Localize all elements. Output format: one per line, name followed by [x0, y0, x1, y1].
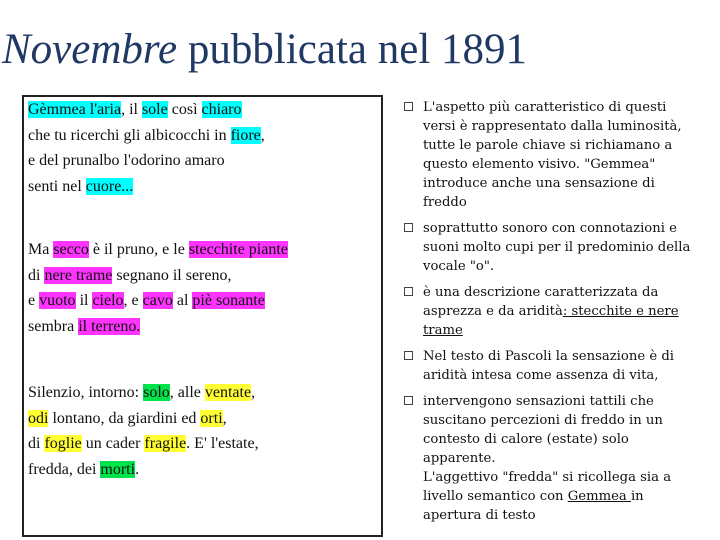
note-line: suscitano percezioni di freddo in un [423, 413, 663, 428]
poem-text: lontano, da giardini ed [48, 409, 201, 427]
note-line: apparente. [423, 451, 496, 466]
poem-line [28, 237, 288, 263]
poem-text: al [172, 292, 193, 309]
note-line: versi è rappresentato dalla luminosità, [423, 119, 682, 134]
poem-text: e [28, 292, 40, 309]
poem-text: , il [121, 101, 142, 118]
highlight-magenta: nere trame [44, 266, 113, 284]
highlight-magenta: stecchite piante [188, 241, 288, 258]
highlight-cyan: cuore... [85, 177, 134, 195]
poem-text: sembra [28, 317, 79, 335]
note-line: Nel testo di Pascoli la sensazione è di [423, 349, 674, 364]
note-line: soprattutto sonoro con connotazioni e [423, 221, 677, 236]
poem-text: fredda, dei [28, 460, 101, 478]
highlight-magenta: cavo [142, 292, 173, 309]
poem-text: , alle [169, 384, 205, 401]
notes-list [404, 98, 704, 525]
note-line [423, 487, 704, 506]
note-item [404, 219, 704, 276]
note-line: questo elemento visivo. "Gemmea" [423, 157, 656, 172]
poem-text: il [75, 292, 93, 309]
highlight-magenta: secco [53, 241, 89, 258]
page-title [2, 28, 527, 71]
note-item [404, 98, 704, 212]
stanza-2 [28, 237, 288, 339]
highlight-green: morti [100, 460, 136, 478]
poem-line: e del prunalbo l'odorino amaro [28, 152, 225, 169]
stanza-1 [28, 97, 265, 199]
note-line: aridità intesa come assenza di vita, [423, 368, 659, 383]
poem-line [28, 263, 288, 289]
highlight-cyan: Gèmmea l'aria [28, 101, 122, 118]
poem-text: Silenzio, intorno: [28, 384, 144, 401]
poem-text: , [260, 126, 265, 144]
poem-text: , [251, 384, 256, 401]
poem-text: un cader [81, 435, 145, 452]
poem-line [28, 380, 259, 406]
poem-text: di [28, 435, 45, 452]
checkbox-bullet-icon [404, 102, 413, 111]
note-item [404, 392, 704, 525]
poem-line [28, 123, 265, 149]
note-underlined: Gemmea [567, 489, 631, 504]
poem-line [28, 431, 259, 457]
highlight-magenta: vuoto [39, 292, 76, 309]
poem-box [22, 95, 383, 537]
poem-text: , e [123, 292, 143, 309]
poem-text: è il pruno, e le [88, 241, 189, 258]
highlight-yellow: fragile [144, 435, 187, 452]
note-line: intervengono sensazioni tattili che [423, 394, 654, 409]
poem-text: senti nel [28, 177, 86, 195]
note-text: in [630, 489, 644, 504]
poem-line [28, 314, 288, 340]
note-line: introduce anche una sensazione di [423, 176, 655, 191]
poem-text: Ma [28, 241, 54, 258]
stanza-3 [28, 380, 259, 482]
highlight-yellow: ventate [204, 384, 252, 401]
highlight-cyan: fiore [230, 126, 261, 144]
poem-line [28, 406, 259, 432]
note-item [404, 283, 704, 340]
note-line: contesto di calore (estate) solo [423, 432, 629, 447]
highlight-magenta: il terreno. [78, 317, 141, 335]
poem-text: , [222, 409, 227, 427]
highlight-magenta: piè sonante [192, 292, 265, 309]
note-text: livello semantico con [423, 489, 568, 504]
title-italic: Novembre [2, 26, 178, 73]
poem-line [28, 174, 265, 200]
poem-line [28, 457, 259, 483]
checkbox-bullet-icon [404, 351, 413, 360]
highlight-yellow: odi [28, 409, 49, 427]
poem-text: segnano il sereno, [112, 266, 232, 284]
note-line: tutte le parole chiave si richiamano a [423, 138, 673, 153]
highlight-yellow: foglie [44, 435, 82, 452]
note-line: L'aggettivo "fredda" si ricollega sia a [423, 470, 672, 485]
checkbox-bullet-icon [404, 287, 413, 296]
note-line [423, 302, 704, 321]
poem-text: . E' l'estate, [186, 435, 259, 452]
poem-text: che tu ricerchi gli albicocchi in [28, 126, 231, 144]
note-line: vocale "o". [423, 259, 495, 274]
note-item [404, 347, 704, 385]
note-line: è una descrizione caratterizzata da [423, 285, 659, 300]
note-line: suoni molto cupi per il predominio della [423, 240, 691, 255]
checkbox-bullet-icon [404, 223, 413, 232]
highlight-magenta: cielo [92, 292, 124, 309]
poem-text: di [28, 266, 45, 284]
note-line: freddo [423, 195, 467, 210]
note-line: apertura di testo [423, 508, 536, 523]
poem-text: . [135, 460, 140, 478]
highlight-green: solo [143, 384, 170, 401]
poem-text: così [167, 101, 202, 118]
poem-line [28, 288, 288, 314]
note-line: L'aspetto più caratteristico di questi [423, 100, 667, 115]
highlight-cyan: chiaro [201, 101, 242, 118]
highlight-cyan: sole [141, 101, 168, 118]
highlight-yellow: orti [200, 409, 223, 427]
title-rest: pubblicata nel 1891 [177, 26, 528, 73]
note-underlined: : stecchite e nere [562, 304, 679, 319]
note-text: asprezza e da aridità [423, 304, 563, 319]
poem-line [28, 97, 265, 123]
note-line: trame [423, 323, 463, 338]
checkbox-bullet-icon [404, 396, 413, 405]
